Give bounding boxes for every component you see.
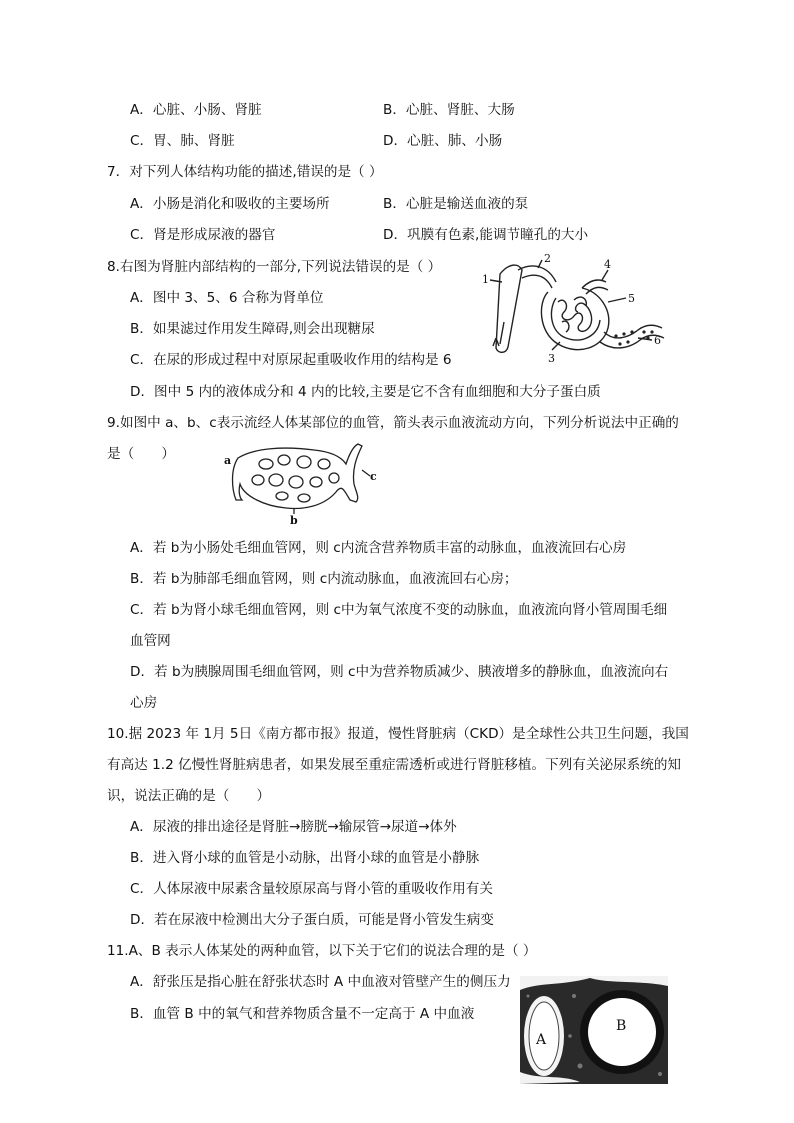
q9-option-c-line2: 血管网	[130, 633, 171, 649]
nephron-label-2: 2	[544, 252, 551, 265]
q7-option-b: B．心脏是输送血液的泵	[383, 196, 529, 212]
nephron-label-6: 6	[654, 334, 661, 347]
q10-option-a: A．尿液的排出途径是肾脏→膀胱→输尿管→尿道→体外	[130, 819, 457, 835]
capillary-label-c: c	[370, 470, 377, 483]
capillary-label-b: b	[290, 514, 298, 527]
q6-option-c: C．胃、肺、肾脏	[130, 133, 235, 149]
q11-option-b: B．血管 B 中的氧气和营养物质含量不一定高于 A 中血液	[130, 1006, 475, 1022]
capillary-label-a: a	[224, 454, 232, 467]
q8-option-b: B．如果滤过作用发生障碍,则会出现糖尿	[130, 321, 375, 337]
nephron-label-3: 3	[548, 352, 555, 365]
q10-stem-line2: 有高达 1.2 亿慢性肾脏病患者，如果发展至重症需透析或进行肾脏移植。下列有关泌尿系统的知	[107, 757, 682, 773]
q8-option-d: D．图中 5 内的液体成分和 4 内的比较,主要是它不含有血细胞和大分子蛋白质	[130, 384, 601, 400]
q7-option-d: D．巩膜有色素,能调节瞳孔的大小	[383, 227, 589, 243]
vessel-label-a: A	[536, 1032, 547, 1048]
q10-option-d: D．若在尿液中检测出大分子蛋白质，可能是肾小管发生病变	[130, 912, 494, 928]
q10-stem-line3: 识，说法正确的是（ ）	[107, 788, 271, 804]
vessel-cross-section	[520, 976, 668, 1084]
q9-stem-line2: 是（ ）	[107, 446, 175, 462]
q9-option-d-line2: 心房	[130, 695, 158, 711]
q7-option-c: C．肾是形成尿液的器官	[130, 227, 276, 243]
q6-option-d: D．心脏、肺、小肠	[383, 133, 503, 149]
q7-stem: 7．对下列人体结构功能的描述,错误的是（ ）	[107, 164, 383, 180]
q9-option-c-line1: C．若 b为肾小球毛细血管网，则 c中为氧气浓度不变的动脉血，血液流向肾小管周围毛细	[130, 602, 668, 618]
nephron-label-5: 5	[628, 292, 635, 305]
q7-option-a: A．小肠是消化和吸收的主要场所	[130, 196, 330, 212]
capillary-diagram	[224, 440, 380, 528]
q8-option-c: C．在尿的形成过程中对原尿起重吸收作用的结构是 6	[130, 352, 452, 368]
q9-option-a: A．若 b为小肠处毛细血管网，则 c内流含营养物质丰富的动脉血，血液流回右心房	[130, 540, 627, 556]
q11-option-a: A．舒张压是指心脏在舒张状态时 A 中血液对管壁产生的侧压力	[130, 974, 511, 990]
nephron-label-1: 1	[482, 273, 489, 286]
q6-option-b: B．心脏、肾脏、大肠	[383, 102, 515, 118]
q10-option-c: C．人体尿液中尿素含量较原尿高与肾小管的重吸收作用有关	[130, 881, 493, 897]
q9-option-b: B．若 b为肺部毛细血管网，则 c内流动脉血，血液流回右心房；	[130, 571, 518, 587]
q8-option-a: A．图中 3、5、6 合称为肾单位	[130, 290, 324, 306]
q9-option-d-line1: D．若 b为胰腺周围毛细血管网，则 c中为营养物质减少、胰液增多的静脉血，血液流向右	[130, 664, 669, 680]
vessel-label-b: B	[616, 1018, 627, 1034]
q9-stem-line1: 9.如图中 a、b、c表示流经人体某部位的血管，箭头表示血液流动方向，下列分析说法中正确的	[107, 415, 679, 431]
q11-stem: 11.A、B 表示人体某处的两种血管，以下关于它们的说法合理的是（ ）	[107, 943, 537, 959]
q10-stem-line1: 10.据 2023 年 1月 5日《南方都市报》报道，慢性肾脏病（CKD）是全球性公共卫生问题，我国	[107, 726, 689, 742]
q6-option-a: A．心脏、小肠、肾脏	[130, 102, 262, 118]
q8-stem: 8.右图为肾脏内部结构的一部分,下列说法错误的是（ ）	[107, 259, 442, 275]
nephron-label-4: 4	[604, 258, 611, 271]
q10-option-b: B．进入肾小球的血管是小动脉，出肾小球的血管是小静脉	[130, 850, 480, 866]
nephron-diagram	[478, 252, 668, 370]
